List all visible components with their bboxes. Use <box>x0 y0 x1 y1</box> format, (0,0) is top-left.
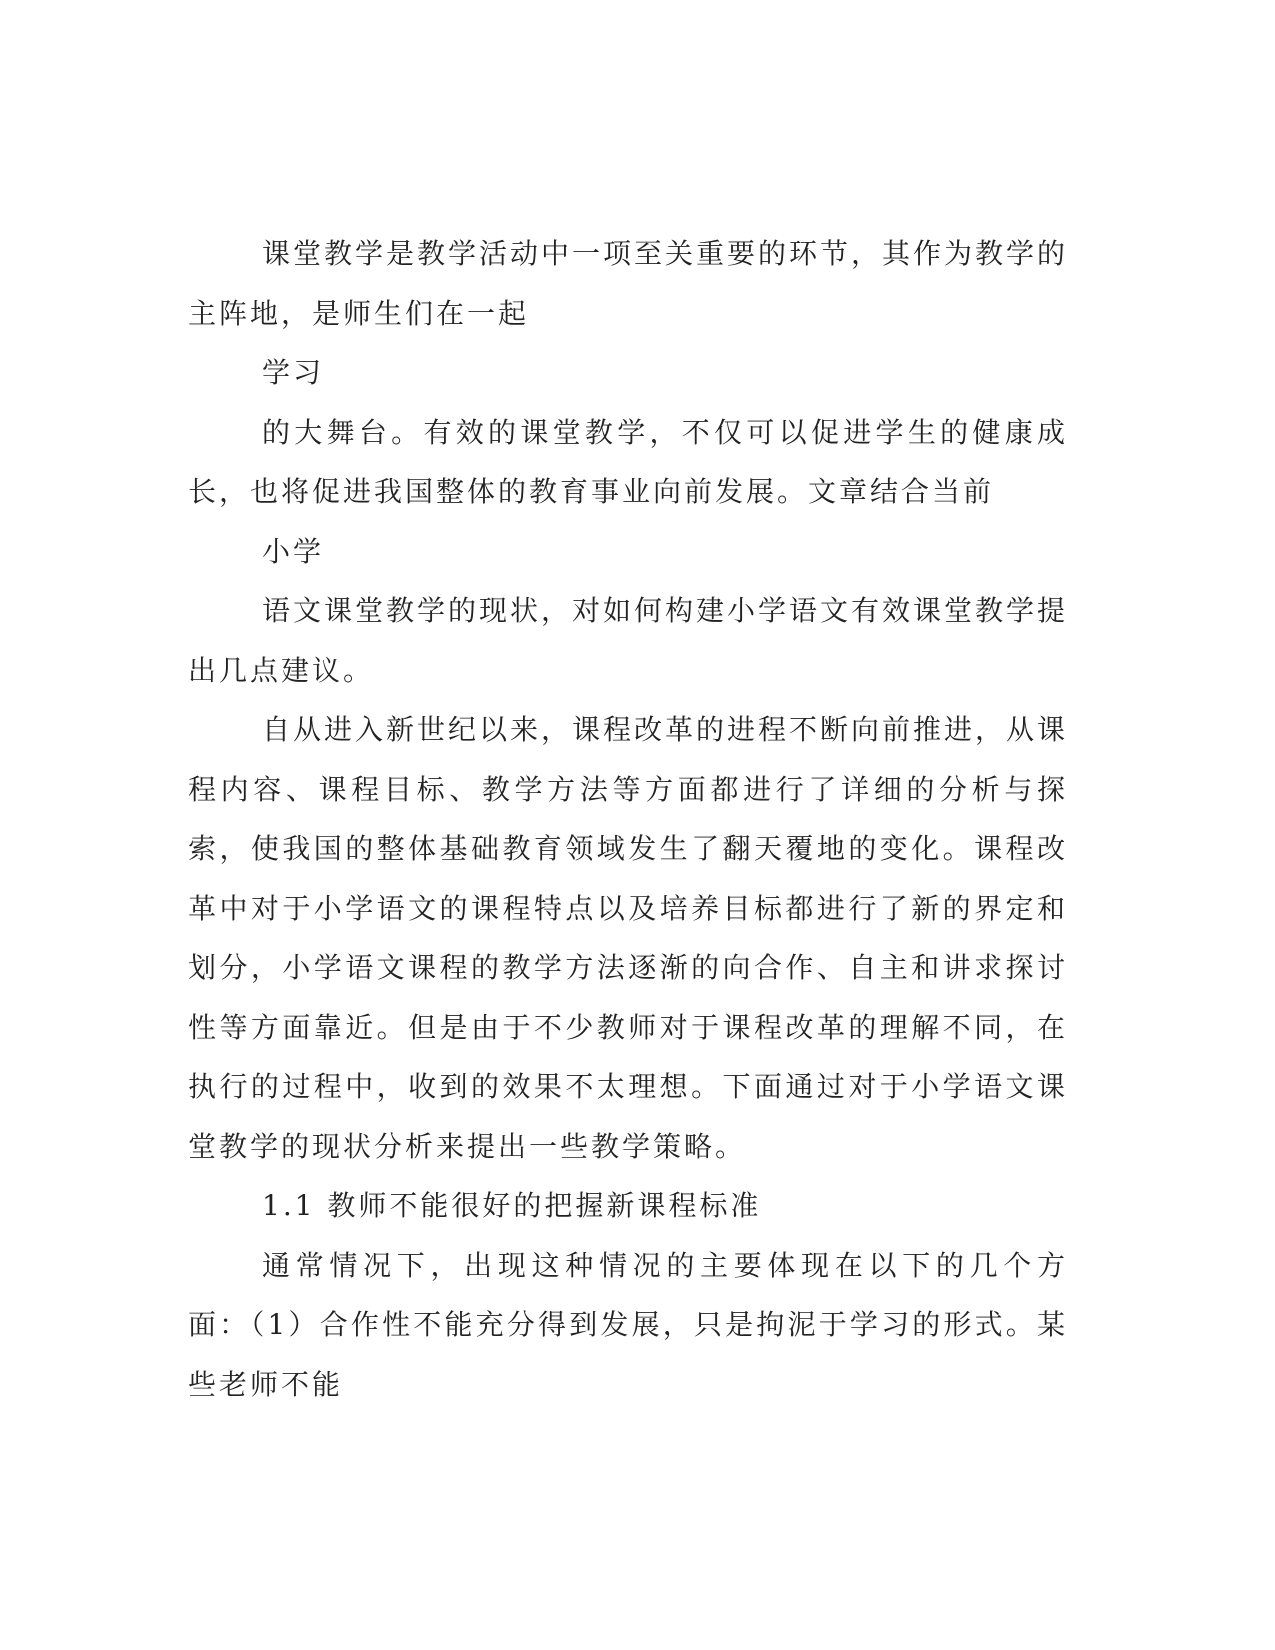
paragraph-curriculum-reform: 自从进入新世纪以来，课程改革的进程不断向前推进，从课程内容、课程目标、教学方法等方面都进行了详细的分析与探索，使我国的整体基础教育领域发生了翻天覆地的变化。课程改革中对于小学语文的课程特点以及培养目标都进行了新的界定和划分，小学语文课程的教学方法逐渐的向合作、自主和讲求探讨性等方面靠近。但是由于不少教师对于课程改革的理解不同，在执行的过程中，收到的效果不太理想。下面通过对于小学语文课堂教学的现状分析来提出一些教学策略。 <box>188 713 1069 1163</box>
paragraph-fragment-study: 学习 <box>262 356 325 389</box>
paragraph-situation: 通常情况下，出现这种情况的主要体现在以下的几个方面：（1）合作性不能充分得到发展，只是拘泥于学习的形式。某些老师不能 <box>188 1248 1068 1401</box>
paragraph-suggestions: 语文课堂教学的现状，对如何构建小学语文有效课堂教学提出几点建议。 <box>188 594 1069 687</box>
paragraph-fragment-primary: 小学 <box>262 534 325 568</box>
document-body <box>188 224 1068 1414</box>
paragraph-intro: 课堂教学是教学活动中一项至关重要的环节，其作为教学的主阵地，是师生们在一起 <box>188 237 1069 330</box>
paragraph-stage: 的大舞台。有效的课堂教学，不仅可以促进学生的健康成长，也将促进我国整体的教育事业向前发展。文章结合当前 <box>188 415 1068 508</box>
section-heading-1-1: 1.1 教师不能很好的把握新课程标准 <box>262 1189 762 1222</box>
